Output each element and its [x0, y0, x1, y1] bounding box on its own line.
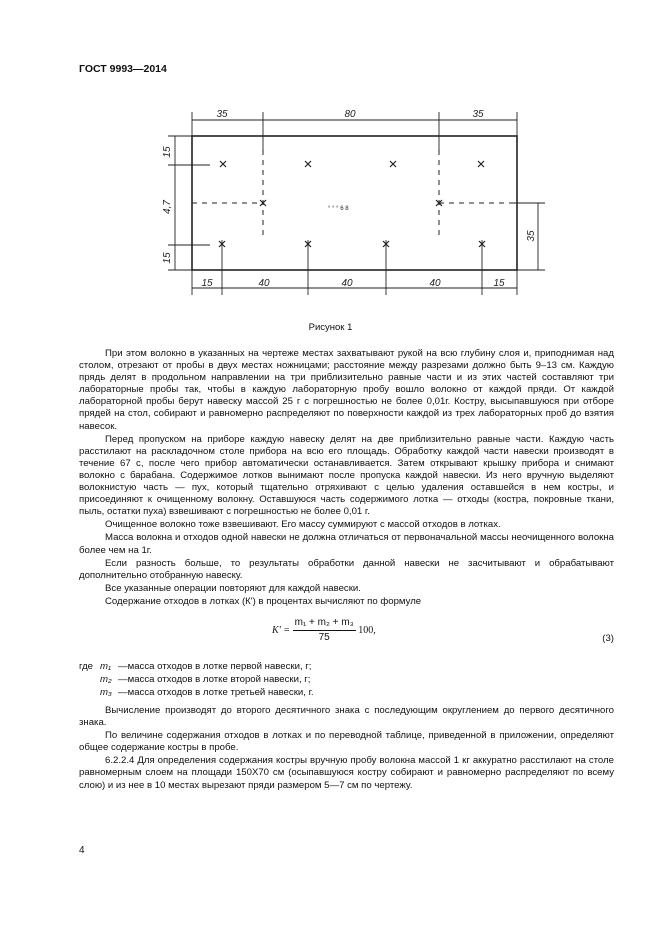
paragraph: Содержание отходов в лотках (К') в процентах вычисляют по формуле [105, 595, 422, 607]
paragraph: Вычисление производят до второго десятичного знака с последующим округлением до первого десятичного знака. [79, 704, 614, 729]
paragraph: Если разность больше, то результаты обработки данной навески не засчитывают и обрабатывают дополнительно отобранную навеску. [79, 557, 614, 581]
paragraph: Перед пропуском на приборе каждую навеску делят на две приблизительно равные части. Каждую часть расстилают на раскладочном столе прибора на всю его площадь. Обработку каждой части навески производят в течение 67 с, после чего прибор автоматически останавливается. Затем открывают крышку прибора и снимают волокно с барабана. Содержимое лотков вынимают после пропуска каждой навески. Из него вручную выделяют волокнистую часть — пух, который тщательно отряхивают с целью удаления оставшейся в нем костры, и присоединяют к очищенному волокну. Оставшуюся часть содержимого лотка — отходы (кострa, покровные ткани, пыль, остатки пуха) взвешивают с погрешностью не более 0,01 г. [79, 433, 614, 518]
dim-label-top: 80 [344, 109, 356, 120]
paragraph: По величине содержания отходов в лотках и по переводной таблице, приведенной в приложении, определяют общее содержание костры в пробе. [79, 730, 614, 754]
dim-label-bottom: 40 [429, 278, 441, 289]
paragraph: Все указанные операции повторяют для каждой навески. [105, 582, 361, 594]
paragraph: 6.2.2.4 Для определения содержания костры вручную пробу волокна массой 1 кг аккуратно расстилают на столе равномерным слоем на площади 150Х70 см (осыпавшуюся кострy собирают и равномерно распределяют по всему слою) и из нее в 10 местах вырезают пряди размером 5—7 см по чертежу. [79, 755, 614, 791]
formula-tail: 100, [358, 624, 376, 636]
definition-row [79, 661, 614, 674]
formula [79, 609, 614, 661]
definition-symbol: m₁ [100, 660, 112, 672]
definition-text: —масса отходов в лотке третьей навески, г. [118, 686, 314, 698]
dim-label-left: 15 [162, 252, 173, 264]
sample-point-marker [220, 161, 226, 167]
sample-table-outline [192, 136, 517, 270]
document-body [79, 348, 614, 793]
sample-point-marker [478, 161, 484, 167]
inner-mark: ° ° ° 6 8 [328, 206, 349, 212]
paragraph: Масса волокна и отходов одной навески не должна отличаться от первоначальной массы неочищенного волокна более чем на 1г. [79, 532, 614, 556]
sample-point-marker [390, 161, 396, 167]
sample-point-marker [305, 161, 311, 167]
dim-label-top: 35 [216, 109, 228, 120]
definition-row [79, 687, 614, 700]
definition-symbol: m₃ [100, 686, 112, 698]
document-header: ГОСТ 9993—2014 [79, 63, 167, 75]
dim-label-left: 4,7 [162, 200, 173, 214]
paragraph: При этом волокно в указанных на чертеже местах захватывают рукой на всю глубину слоя и, приподнимая над столом, отрезают от пробы в двух местах ножницами; расстояние между разрезами должно быть 9–13 см. Каждую прядь делят в продольном направлении на три приблизительно равные части и из этих частей составляют три лабораторные пробы так, чтобы в каждую лабораторную пробу вошло волокно от каждой пряди. От каждой лабораторной пробы берут навеску массой 25 г с погрешностью не более 0,01г. Кострy, высыпавшуюся при отборе прядей на стол, собирают и равномерно распределяют по поверхности каждой из трех лабораторных проб до взятия навесок. [79, 348, 614, 432]
formula-fraction [293, 617, 356, 644]
page-number: 4 [79, 845, 85, 856]
equation-number: (3) [602, 632, 614, 644]
variable-definitions [79, 661, 614, 700]
dim-label-bottom: 40 [258, 278, 270, 289]
definition-row [79, 674, 614, 687]
formula-denominator: 75 [318, 632, 330, 644]
dim-label-top: 35 [472, 109, 484, 120]
definition-symbol: m₂ [100, 673, 112, 685]
definition-text: —масса отходов в лотке первой навески, г; [118, 660, 312, 672]
formula-numerator: m₁ + m₂ + m₃ [293, 617, 356, 631]
formula-lhs: K' = [272, 624, 291, 636]
dim-label-right: 35 [526, 230, 537, 242]
dim-label-bottom: 15 [201, 278, 213, 289]
sampling-diagram [150, 90, 550, 300]
figure-caption: Рисунок 1 [308, 322, 353, 333]
dim-label-left: 15 [162, 146, 173, 158]
dim-label-bottom: 15 [493, 278, 505, 289]
where-label: где [79, 660, 94, 672]
paragraph: Очищенное волокно тоже взвешивают. Его массу суммируют с массой отходов в лотках. [105, 519, 501, 531]
dim-label-bottom: 40 [341, 278, 353, 289]
definition-text: —масса отходов в лотке второй навески, г; [118, 673, 311, 685]
